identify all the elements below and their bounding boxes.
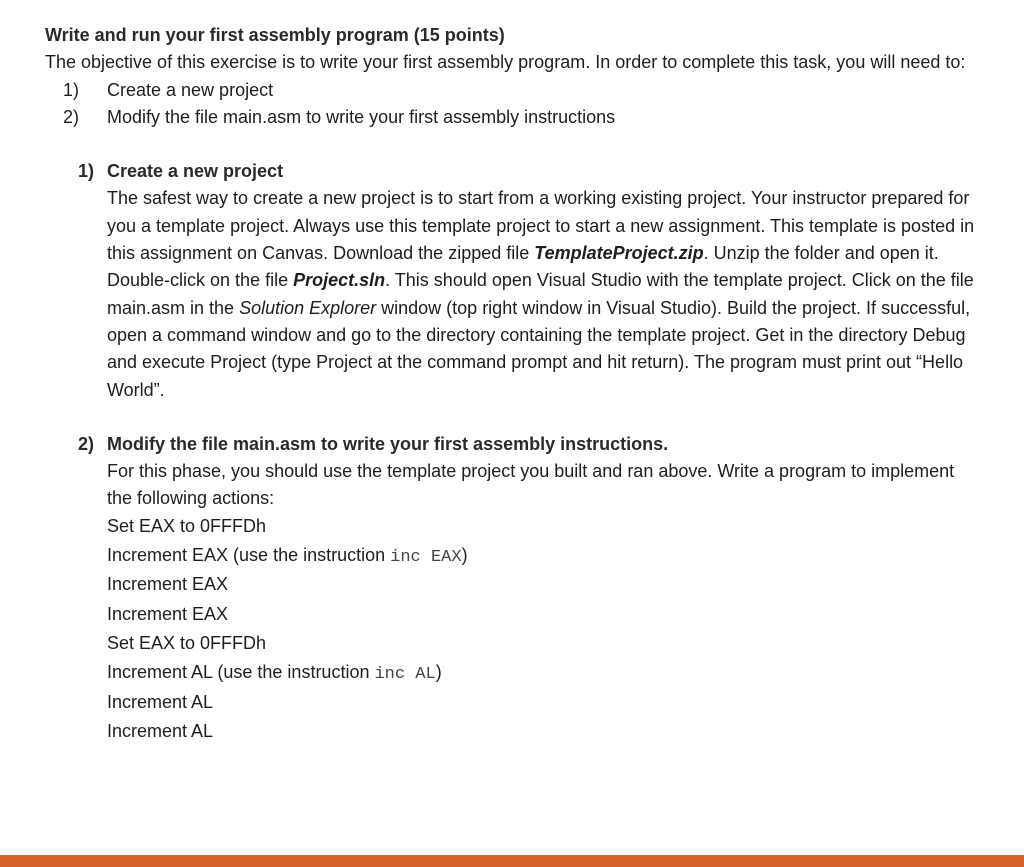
list-item-text: Create a new project [107,79,274,100]
section-heading [78,158,975,185]
action-item: Increment EAX [107,574,229,595]
page-title: Write and run your first assembly program (15 points) [45,25,505,45]
action-item: Set EAX to 0FFFDh [107,632,267,653]
action-item: Increment AL [107,691,214,712]
list-item-text: Modify the file main.asm to write your first assembly instructions [107,106,616,127]
list-item-number: 2) [63,106,80,127]
steps-list [45,77,975,132]
section-number: 1) [78,161,95,182]
section-create-project [45,158,975,404]
list-item [45,104,975,131]
solution-explorer-term: Solution Explorer [239,297,377,318]
body-text: window (top right window in Visual Studio). Build the project. If successful, open a command window and go to the directory containing the template project. Get in the directory Debug and execute Project (type Project at the command prompt and hit return). The program must print out “Hello World”. [107,297,971,400]
action-item: Increment AL (use the instruction inc AL) [107,662,442,685]
body-text: . This should open Visual Studio with the template project. Click on the file main.asm in the [107,270,974,318]
section-title: Create a new project [107,161,284,182]
section-number: 2) [78,433,95,454]
action-item: Increment EAX (use the instruction inc EAX) [107,545,468,568]
body-text: The safest way to create a new project is to start from a working existing project. Your instructor prepared for you a template project. Always use this template project to start a new assignment. This template is posted in this assignment on Canvas. Download the zipped file [107,188,975,264]
intro-paragraph: The objective of this exercise is to write your first assembly program. In order to complete this task, you will need to: [45,52,966,73]
inline-code: inc EAX [390,548,462,568]
body-text: . Unzip the folder and open it. Double-click on the file [107,243,939,291]
body-text: For this phase, you should use the template project you built and ran above. Write a program to implement the following actions: [107,461,955,509]
actions-list [107,513,975,747]
list-item [45,77,975,104]
action-item: Increment EAX [107,603,229,624]
action-item: Increment AL [107,720,214,741]
document-page [45,22,975,747]
section-heading [78,431,975,458]
footer-bar [0,855,1024,867]
list-item-number: 1) [63,79,80,100]
section-body [78,458,975,747]
zip-filename: TemplateProject.zip [534,243,704,264]
sln-filename: Project.sln [293,270,386,291]
section-body [78,185,975,403]
action-item: Set EAX to 0FFFDh [107,515,267,536]
inline-code: inc AL [374,665,436,685]
section-modify-file [45,431,975,747]
section-title: Modify the file main.asm to write your first assembly instructions. [107,433,669,454]
